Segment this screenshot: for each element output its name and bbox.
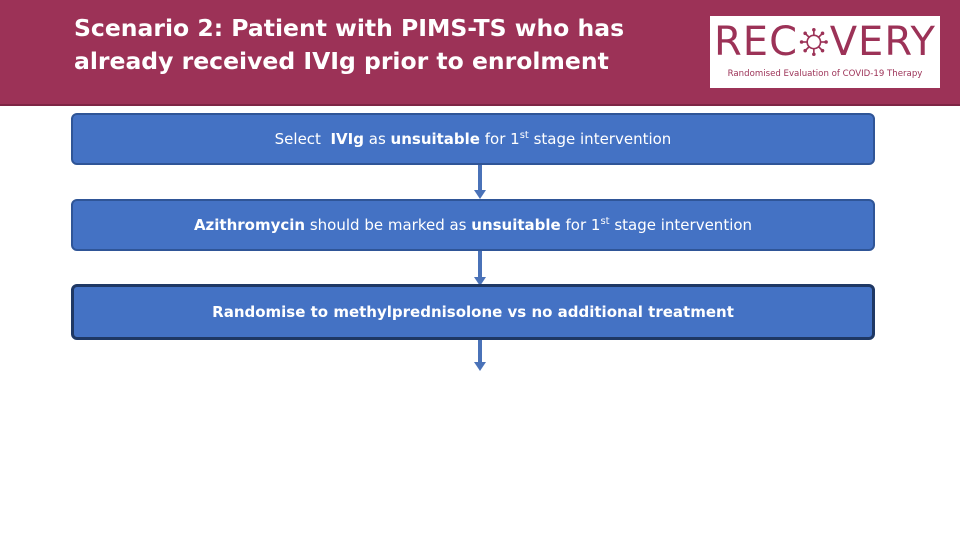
title-banner xyxy=(0,0,960,106)
emphasis-text: Randomise to methylprednisolone vs no additional treatment xyxy=(212,303,734,321)
slide-title-line-2: already received IVIg prior to enrolment xyxy=(74,47,609,75)
logo-word-suffix: VERY xyxy=(829,19,936,65)
down-arrow-icon xyxy=(474,251,486,286)
logo-word-prefix: REC xyxy=(714,19,798,65)
logo-wordmark xyxy=(714,19,936,65)
ordinal-suffix: st xyxy=(519,130,529,141)
step-text: Select xyxy=(274,130,331,148)
flow-step-text xyxy=(275,130,672,148)
step-text: for 1 xyxy=(560,216,601,234)
recovery-logo xyxy=(710,16,940,88)
emphasis-text: unsuitable xyxy=(390,130,480,148)
flow-step-3 xyxy=(71,284,875,340)
ordinal-suffix: st xyxy=(600,216,610,227)
emphasis-text: IVIg xyxy=(330,130,364,148)
step-text: as xyxy=(363,130,391,148)
slide-title xyxy=(74,12,694,78)
flow-step-text xyxy=(212,303,734,321)
flow-step-1 xyxy=(71,113,875,165)
step-text: should be marked as xyxy=(305,216,472,234)
virus-icon xyxy=(799,23,829,61)
flow-step-text xyxy=(194,216,752,234)
step-text: for 1 xyxy=(479,130,520,148)
down-arrow-icon xyxy=(474,165,486,199)
flow-step-2 xyxy=(71,199,875,251)
emphasis-text: Azithromycin xyxy=(193,216,306,234)
step-text: stage intervention xyxy=(609,216,753,234)
emphasis-text: unsuitable xyxy=(471,216,561,234)
logo-subtitle: Randomised Evaluation of COVID-19 Therapy xyxy=(727,69,923,79)
down-arrow-icon xyxy=(474,340,486,371)
step-text: stage intervention xyxy=(528,130,672,148)
slide-title-line-1: Scenario 2: Patient with PIMS-TS who has xyxy=(74,14,625,42)
